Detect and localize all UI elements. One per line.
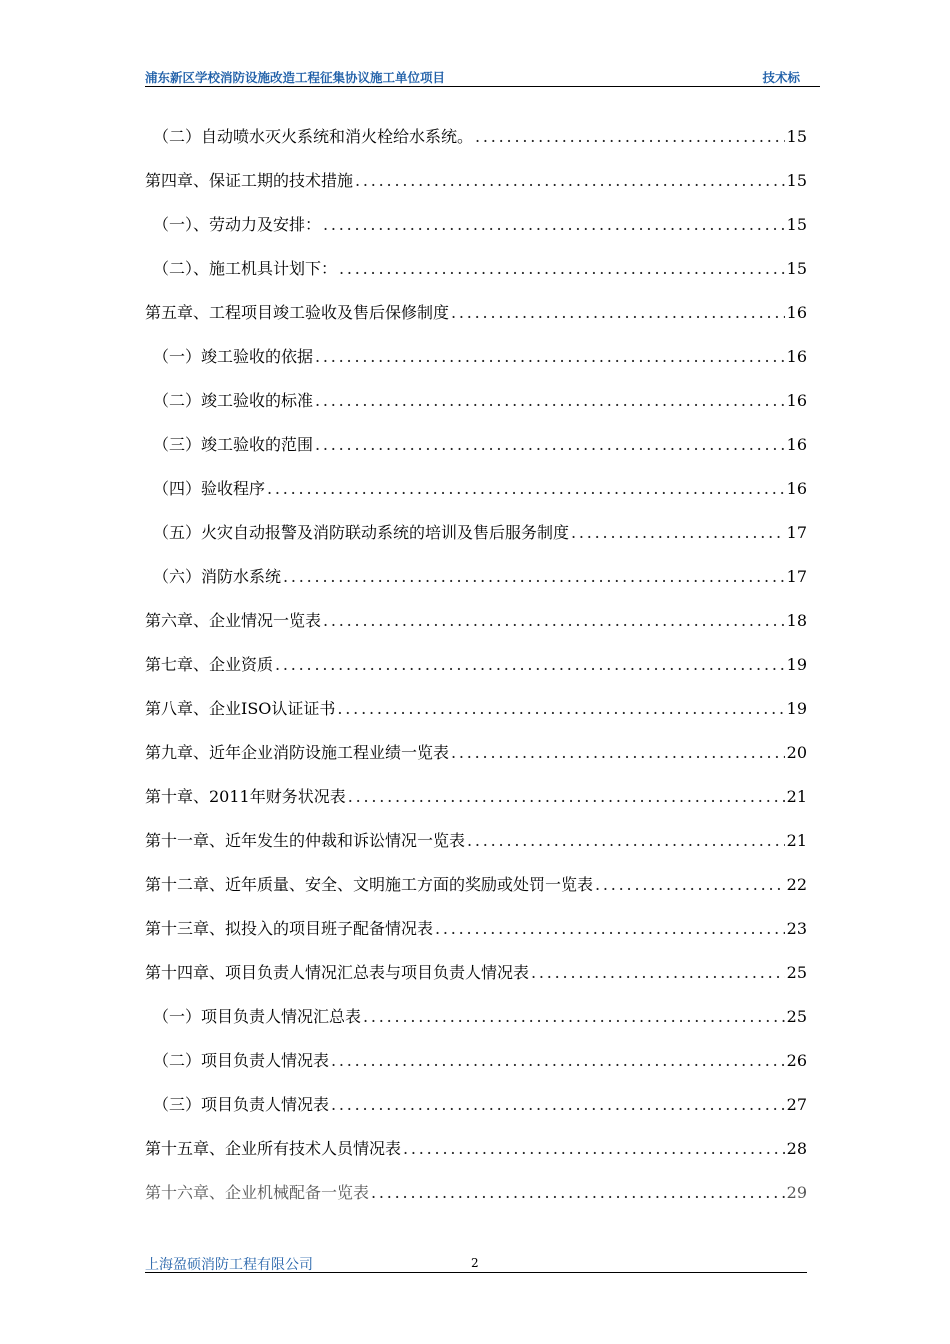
toc-entry-page: 27 [786,1095,807,1114]
toc-entry[interactable] [145,872,807,916]
toc-entry-label: 第八章、企业ISO认证证书 [145,699,336,718]
toc-entry[interactable] [145,784,807,828]
toc-entry-page: 25 [786,963,807,982]
toc-entry-label: 第九章、近年企业消防设施工程业绩一览表 [145,743,450,762]
toc-entry[interactable] [145,1180,807,1224]
toc-entry-label: 第七章、企业资质 [145,655,274,674]
header-title: 浦东新区学校消防设施改造工程征集协议施工单位项目 [145,70,446,85]
toc-entry-page: 16 [786,479,807,498]
toc-entry-page: 23 [786,919,807,938]
toc-leader-dots [323,215,785,234]
toc-entry-page: 20 [786,743,807,762]
toc-entry[interactable] [145,300,807,344]
toc-entry[interactable] [145,168,807,212]
toc-entry-page: 17 [786,523,807,542]
toc-entry-label: （二）自动喷水灭火系统和消火栓给水系统。 [153,127,474,146]
toc-entry[interactable] [145,828,807,872]
toc-entry-label: 第十章、2011年财务状况表 [145,787,346,806]
toc-entry-label: （三）竣工验收的范围 [153,435,314,454]
toc-entry-label: （六）消防水系统 [153,567,282,586]
toc-entry[interactable] [145,916,807,960]
toc-leader-dots [451,743,785,762]
toc-entry-page: 21 [786,831,807,850]
toc-leader-dots [331,1051,785,1070]
toc-entry-page: 28 [786,1139,807,1158]
toc-leader-dots [331,1095,785,1114]
toc-entry[interactable] [145,564,807,608]
toc-entry-label: （一）竣工验收的依据 [153,347,314,366]
toc-entry[interactable] [145,432,807,476]
toc-leader-dots [595,875,785,894]
toc-entry[interactable] [145,1048,807,1092]
toc-entry-label: 第五章、工程项目竣工验收及售后保修制度 [145,303,450,322]
page-header [145,68,820,87]
toc-entry[interactable] [145,476,807,520]
toc-entry[interactable] [145,124,807,168]
toc-entry[interactable] [145,388,807,432]
table-of-contents [145,124,807,1224]
toc-entry-page: 16 [786,391,807,410]
toc-entry-label: 第十三章、拟投入的项目班子配备情况表 [145,919,434,938]
toc-entry-page: 21 [786,787,807,806]
toc-leader-dots [283,567,785,586]
toc-leader-dots [267,479,785,498]
toc-entry-label: 第十二章、近年质量、安全、文明施工方面的奖励或处罚一览表 [145,875,594,894]
toc-leader-dots [371,1183,785,1202]
toc-leader-dots [403,1139,785,1158]
toc-entry-label: （一）、劳动力及安排： [153,215,322,234]
toc-entry-page: 19 [786,699,807,718]
toc-leader-dots [275,655,785,674]
toc-entry-page: 19 [786,655,807,674]
toc-entry-page: 25 [786,1007,807,1026]
toc-entry[interactable] [145,1136,807,1180]
toc-entry[interactable] [145,520,807,564]
toc-entry-page: 15 [786,127,807,146]
toc-entry-label: （二）、施工机具计划下： [153,259,338,278]
toc-entry-label: 第十六章、企业机械配备一览表 [145,1183,370,1202]
toc-leader-dots [435,919,785,938]
toc-leader-dots [467,831,785,850]
toc-entry-label: 第十一章、近年发生的仲裁和诉讼情况一览表 [145,831,466,850]
toc-leader-dots [315,391,785,410]
toc-entry[interactable] [145,1092,807,1136]
toc-entry-page: 15 [786,259,807,278]
toc-entry-page: 17 [786,567,807,586]
toc-entry[interactable] [145,960,807,1004]
toc-leader-dots [315,347,785,366]
page-footer [145,1254,807,1273]
toc-entry-label: （一）项目负责人情况汇总表 [153,1007,362,1026]
toc-entry-page: 15 [786,171,807,190]
toc-entry-label: 第四章、保证工期的技术措施 [145,171,354,190]
toc-entry-page: 29 [786,1183,807,1202]
toc-entry[interactable] [145,256,807,300]
toc-entry-page: 15 [786,215,807,234]
toc-entry[interactable] [145,652,807,696]
toc-entry-page: 26 [786,1051,807,1070]
toc-entry[interactable] [145,212,807,256]
toc-entry[interactable] [145,608,807,652]
toc-entry-label: 第六章、企业情况一览表 [145,611,322,630]
header-tag: 技术标 [762,70,800,85]
footer-page-number: 2 [471,1256,479,1270]
toc-entry-page: 16 [786,347,807,366]
toc-leader-dots [571,523,785,542]
toc-entry-page: 16 [786,303,807,322]
toc-leader-dots [339,259,785,278]
toc-entry[interactable] [145,696,807,740]
toc-entry-page: 16 [786,435,807,454]
toc-entry-label: 第十四章、项目负责人情况汇总表与项目负责人情况表 [145,963,530,982]
toc-leader-dots [337,699,784,718]
toc-leader-dots [531,963,785,982]
toc-leader-dots [363,1007,785,1026]
toc-entry-label: （四）验收程序 [153,479,266,498]
toc-entry[interactable] [145,1004,807,1048]
toc-leader-dots [475,127,785,146]
toc-entry-page: 18 [786,611,807,630]
toc-entry-label: （二）项目负责人情况表 [153,1051,330,1070]
toc-leader-dots [315,435,785,454]
toc-entry-page: 22 [786,875,807,894]
toc-leader-dots [323,611,785,630]
toc-leader-dots [348,787,785,806]
footer-company-name: 上海盈硕消防工程有限公司 [145,1257,313,1273]
toc-leader-dots [451,303,785,322]
toc-leader-dots [355,171,785,190]
toc-entry[interactable] [145,344,807,388]
toc-entry-label: （五）火灾自动报警及消防联动系统的培训及售后服务制度 [153,523,570,542]
toc-entry-label: （二）竣工验收的标准 [153,391,314,410]
toc-entry-label: （三）项目负责人情况表 [153,1095,330,1114]
toc-entry[interactable] [145,740,807,784]
toc-entry-label: 第十五章、企业所有技术人员情况表 [145,1139,402,1158]
